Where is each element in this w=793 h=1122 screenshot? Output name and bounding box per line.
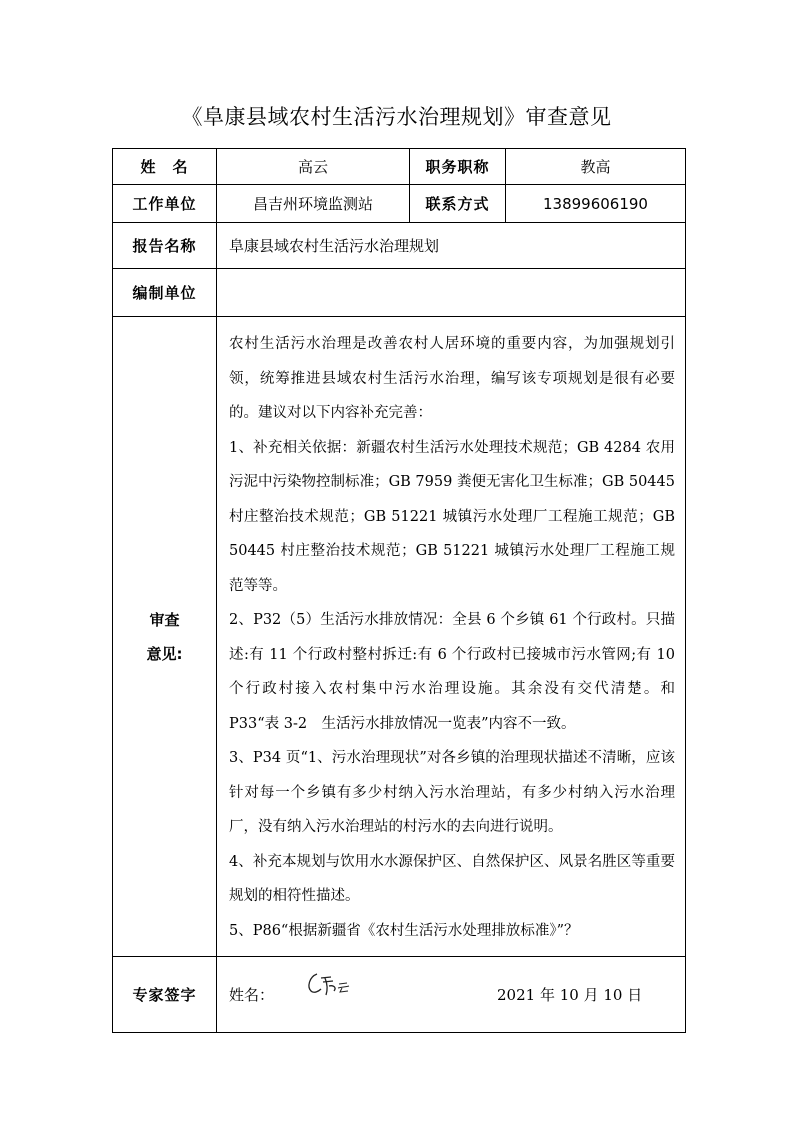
contact-value: 13899606190	[506, 185, 686, 223]
opinion-item-5: 5、P86“根据新疆省《农村生活污水处理排放标准》”？	[229, 922, 579, 939]
signature-cell	[217, 957, 686, 1033]
opinion-intro: 农村生活污水治理是改善农村人居环境的重要内容，为加强规划引领，统筹推进县域农村生活污水治理，编写该专项规划是很有必要的。建议对以下内容补充完善：	[229, 336, 675, 421]
opinion-content	[217, 317, 686, 957]
position-label: 职务职称	[410, 149, 506, 185]
opinion-item-1: 1、补充相关依据：新疆农村生活污水处理技术规范；GB 4284 农用污泥中污染物控制标准；GB 7959 粪便无害化卫生标准；GB 50445 村庄整治技术规范；GB 51221 城镇污水处理厂工程施工规范；GB 50445 村庄整治技术规范；GB 51221 城镇污水处理厂工程施工规范等等。	[229, 439, 675, 594]
row-workplace	[113, 185, 686, 223]
row-signature	[113, 957, 686, 1033]
opinion-item-3: 3、P34 页“1、污水治理现状”对各乡镇的治理现状描述不清晰，应该针对每一个乡镇有多少村纳入污水治理站，有多少村纳入污水治理厂，没有纳入污水治理站的村污水的去向进行说明。	[229, 750, 675, 835]
report-value: 阜康县域农村生活污水治理规划	[217, 223, 686, 269]
sign-name-label: 姓名：	[229, 986, 275, 1004]
contact-label: 联系方式	[410, 185, 506, 223]
handwritten-signature-icon	[303, 969, 367, 1001]
workplace-value: 昌吉州环境监测站	[217, 185, 410, 223]
opinion-item-4: 4、补充本规划与饮用水水源保护区、自然保护区、风景名胜区等重要规划的相符性描述。	[229, 853, 675, 904]
report-label: 报告名称	[113, 223, 217, 269]
opinion-label-line1: 审查	[149, 610, 180, 629]
row-report	[113, 223, 686, 269]
name-value: 高云	[217, 149, 410, 185]
row-opinion	[113, 317, 686, 957]
sign-date: 2021 年 10 月 10 日	[497, 986, 643, 1004]
compiler-value	[217, 269, 686, 317]
position-value: 教高	[506, 149, 686, 185]
review-form-table	[112, 148, 686, 1033]
workplace-label: 工作单位	[113, 185, 217, 223]
opinion-item-2: 2、P32（5）生活污水排放情况：全县 6 个乡镇 61 个行政村。只描述:有 11 个行政村整村拆迁:有 6 个行政村已接城市污水管网;有 10 个行政村接入农村集中污水治理设施。其余没有交代清楚。和 P33“表 3-2 生活污水排放情况一览表”内容不一致。	[229, 612, 675, 732]
signature-label: 专家签字	[113, 957, 217, 1033]
document-title: 《阜康县域农村生活污水治理规划》审查意见	[181, 105, 612, 129]
opinion-label-cell	[113, 317, 217, 957]
name-label: 姓 名	[113, 149, 217, 185]
compiler-label: 编制单位	[113, 269, 217, 317]
row-compiler	[113, 269, 686, 317]
opinion-label-line2: 意见:	[146, 644, 183, 663]
row-name	[113, 149, 686, 185]
